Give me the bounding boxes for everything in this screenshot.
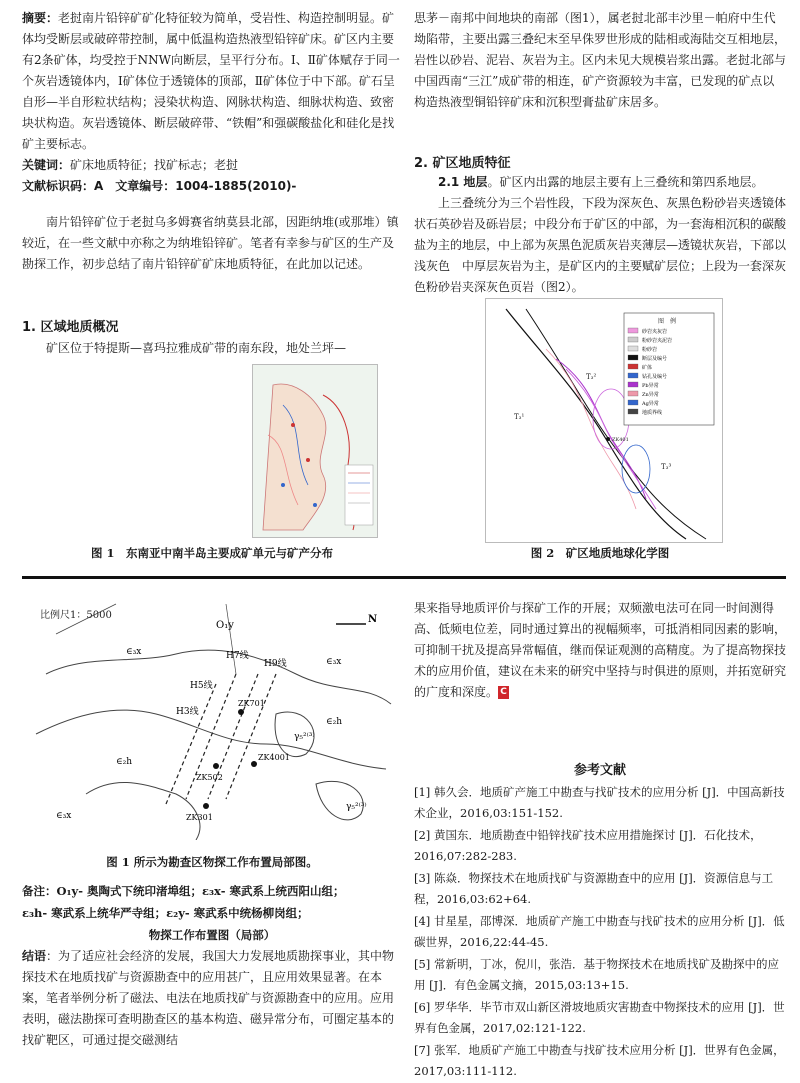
reference-item: [4] 甘星星，邵博深．地质矿产施工中勘查与找矿技术的应用分析 [J]．低碳世界，2016,22:44-45. bbox=[414, 913, 785, 949]
conclusion-text: ：为了适应社会经济的发展，我国大力发展地质勘探事业，其中物探技术在地质找矿与资源勘查中的应用甚广，且应用效果显著。在本案，笔者举例分析了磁法、电法在地质找矿与资源勘查中的应用。应用表明，磁法勘探可查明勘查区的基本构造、磁异常分布，可圈定基本的找矿靶区，可通过提交磁测结 bbox=[22, 949, 395, 1047]
subsection-2-1-label: 2.1 地层 bbox=[438, 175, 488, 189]
legend-entry: Pb异常 bbox=[642, 383, 659, 389]
legend-entry: Zn异常 bbox=[642, 392, 659, 398]
section-1-title: 1. 区域地质概况 bbox=[22, 320, 119, 335]
abstract bbox=[22, 8, 402, 197]
legend-swatch bbox=[628, 391, 638, 396]
reference-item: [3] 陈焱．物探技术在地质找矿与资源勘查中的应用 [J]．资源信息与工程，2016,03:62+64. bbox=[414, 870, 774, 906]
figure-2-legend-title: 图 例 bbox=[658, 318, 677, 325]
conclusion-label: 结语 bbox=[22, 949, 47, 963]
legend-swatch bbox=[628, 373, 638, 378]
legend-entry: 粉砂岩夹泥岩 bbox=[642, 338, 673, 344]
figure-3-label-zk701: ZK701 bbox=[238, 699, 265, 708]
conclusion-continued: 果来指导地质评价与探矿工作的开展；双频激电法可在同一时间测得高、低频电位差，同时通过算出的视幅频率，可抵消相同因素的影响，可抑制干扰及提高异常幅值，继而保证观测的高精度。为了提高物探技术的应用价值，建议在未来的研究中坚持与时俱进的原则，并拓宽研究的广度和深度。 C bbox=[414, 601, 787, 699]
figure-3-label-o1y: O₁y bbox=[216, 620, 234, 631]
legend-swatch bbox=[628, 382, 638, 387]
legend-entry: 砂岩夹灰岩 bbox=[642, 329, 668, 335]
legend-entry: 钻孔及编号 bbox=[642, 374, 668, 380]
legend-swatch bbox=[628, 409, 638, 414]
legend-swatch bbox=[628, 355, 638, 360]
keywords-label: 关键词： bbox=[22, 158, 71, 172]
regional-continued-text: 思茅－南邦中间地块的南部（图1），属老挝北部丰沙里－帕府中生代坳陷带，主要出露三叠纪末至早侏罗世形成的陆相或海陆交互相地层，岩性以砂岩、泥岩、灰岩为主。区内未见大规模岩浆出露。老挝北部与中国西南“三江”成矿带的相连，矿产资源较为丰富，已发现的矿点以构造热液型铜铅锌矿床和沉积型膏盐矿床居多。 bbox=[414, 11, 787, 109]
figure-3-label-e3x-c: ∈₃x bbox=[56, 811, 72, 821]
figure-2-label-t32: T₃² bbox=[586, 373, 597, 381]
figure-1-svg bbox=[253, 365, 377, 537]
figure-3-label-h7: H7线 bbox=[226, 651, 249, 661]
note-line-2: ε₃h- 寒武系上统华严寺组；ε₂y- 寒武系中统杨柳岗组； bbox=[22, 906, 309, 920]
end-mark-logo: C bbox=[498, 686, 509, 699]
section-2-text: 2.1 地层。矿区内出露的地层主要有上三叠统和第四系地层。 上三叠统分为三个岩性段，下段为深灰色、灰黑色粉砂岩夹透镜体状石英砂岩及砾岩层；中段分布于矿区的中部，为一套海相沉积的碳酸盐为主的地层，中上部为灰黑色泥质灰岩夹薄层—透镜状灰岩，下部以浅灰色 中厚层灰岩为主，是矿区内的主要赋矿层位；上段为一套深灰色粉砂岩夹深灰色页岩（图2）。 bbox=[414, 175, 787, 294]
references-title: 参考文献 bbox=[573, 763, 626, 778]
figure-3-scale: 比例尺1：5000 bbox=[40, 610, 112, 621]
reference-item: [7] 张军．地质矿产施工中勘查与找矿技术应用分析 [J]．世界有色金属，2017,03:111-112. bbox=[414, 1042, 785, 1078]
legend-entry: Ag异常 bbox=[642, 401, 659, 407]
legend-swatch bbox=[628, 337, 638, 342]
note-line-1: 备注：O₁y- 奥陶式下统印渚埠组；ε₃x- 寒武系上统西阳山组； bbox=[22, 884, 345, 898]
legend-entry: 矿体 bbox=[642, 365, 653, 371]
figure-3-label-e3x-b: ∈₃x bbox=[326, 657, 342, 667]
conclusion bbox=[22, 946, 402, 1051]
figure-2-label-zk401: ZK401 bbox=[612, 437, 629, 443]
legend-swatch bbox=[628, 400, 638, 405]
figure-2-svg bbox=[486, 299, 722, 542]
legend-swatch bbox=[628, 364, 638, 369]
references bbox=[414, 760, 786, 1083]
legend-swatch bbox=[628, 328, 638, 333]
section-1-text: 矿区位于特提斯—喜玛拉雅成矿带的南东段，地处兰坪— bbox=[46, 341, 347, 355]
figure-3-label-e2h-b: ∈₂h bbox=[326, 717, 343, 727]
abstract-text: 老挝南片铅锌矿矿化特征较为简单，受岩性、构造控制明显。矿体均受断层或破碎带控制，属中低温构造热液型铅锌矿床。矿区内主要有2条矿体，均受控于NNW向断层，呈平行分布。Ⅰ、Ⅱ矿体赋存于同一个灰岩透镜体内，Ⅰ矿体位于透镜体的顶部，Ⅱ矿体位于中下部。矿石呈自形—半自形粒状结构；浸染状构造、网脉状构造、细脉状构造、致密块状构造。灰岩透镜体、断层破碎带、“铁帽”和强碳酸盐化和硅化是找矿主要标志。 bbox=[22, 11, 400, 151]
section-2-title: 2. 矿区地质特征 bbox=[414, 156, 511, 171]
article-separator bbox=[22, 576, 786, 579]
legend-entry: 地质界线 bbox=[642, 410, 663, 416]
figure-3-label-e3x-a: ∈₃x bbox=[126, 647, 142, 657]
figure-3-label-zk502: ZK502 bbox=[196, 773, 223, 782]
figure-2-label-t33: T₃³ bbox=[661, 463, 672, 471]
abstract-label: 摘要： bbox=[22, 11, 59, 25]
reference-item: [5] 常新明，丁冰，倪川，张浩．基于物探技术在地质找矿及勘探中的应用 [J]．有色金属文摘，2015,03:13+15. bbox=[414, 956, 779, 992]
reference-list bbox=[414, 782, 786, 1083]
figure-3-label-zk301: ZK301 bbox=[186, 813, 213, 822]
figure-3-map bbox=[26, 594, 398, 840]
figure-3-note bbox=[22, 880, 402, 946]
figure-1-caption: 图 1 东南亚中南半岛主要成矿单元与矿产分布 bbox=[90, 546, 333, 560]
figure-3-label-zk4001: ZK4001 bbox=[258, 753, 290, 762]
figure-3-label-h5: H5线 bbox=[190, 681, 213, 691]
north-arrow-label: N bbox=[368, 614, 378, 625]
reference-item: [6] 罗华华．毕节市双山新区滑坡地质灾害勘查中物探技术的应用 [J]．世界有色金属，2017,02:121-122. bbox=[414, 999, 785, 1035]
figure-3-caption: 图 1 所示为勘查区物探工作布置局部图。 bbox=[106, 855, 318, 869]
doc-id: 文献标识码：A 文章编号：1004-1885(2010)- bbox=[22, 179, 297, 193]
figure-1-map bbox=[252, 364, 378, 538]
figure-3-label-gamma-b: γ₅²⁽³⁾ bbox=[346, 802, 367, 812]
legend-swatch bbox=[628, 346, 638, 351]
figure-2-caption: 图 2 矿区地质地球化学图 bbox=[530, 546, 670, 560]
legend-entry: 断层及编号 bbox=[642, 356, 668, 362]
figure-3-label-e2h-a: ∈₂h bbox=[116, 757, 133, 767]
figure-3-label-h3: H3线 bbox=[176, 707, 199, 717]
keywords-text: 矿床地质特征；找矿标志；老挝 bbox=[70, 158, 239, 172]
figure-3-label-h9: H9线 bbox=[264, 659, 287, 669]
reference-item: [2] 黄国东．地质勘查中铅锌找矿技术应用措施探讨 [J]．石化技术，2016,07:282-283. bbox=[414, 827, 762, 863]
figure-2-label-t31: T₃¹ bbox=[514, 413, 525, 421]
legend-entry: 粉砂岩 bbox=[642, 347, 658, 353]
note-line-3: 物探工作布置图（局部） bbox=[148, 928, 276, 942]
figure-3-svg bbox=[26, 594, 398, 840]
reference-item: [1] 韩久会．地质矿产施工中勘查与找矿技术的应用分析 [J]．中国高新技术企业，2016,03:151-152. bbox=[414, 784, 785, 820]
intro-paragraph: 南片铅锌矿位于老挝乌多姆赛省纳莫县北部，因距纳堆(或那堆）镇较近，在一些文献中亦称之为纳堆铅锌矿。笔者有幸参与矿区的生产及勘探工作，初步总结了南片铅锌矿矿床地质特征，在此加以记述。 bbox=[22, 215, 399, 271]
figure-2-map bbox=[485, 298, 723, 543]
figure-3-label-gamma-a: γ₅²⁽³⁾ bbox=[294, 732, 315, 742]
